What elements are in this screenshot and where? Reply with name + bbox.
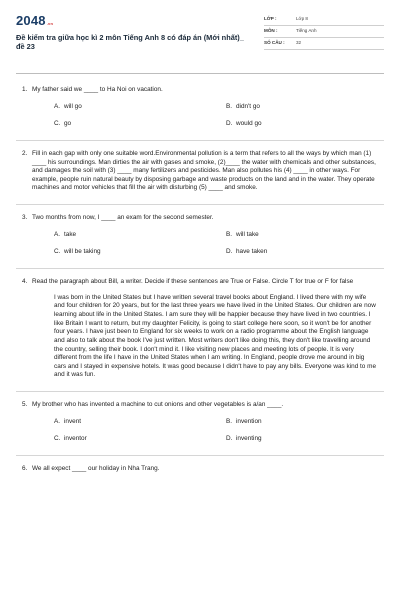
option-a[interactable] [54,418,226,427]
meta-value: Lớp 8 [296,16,308,22]
question-row [16,401,384,410]
header-divider [16,73,384,74]
option-letter: A. [54,102,61,110]
option-letter: C. [54,435,61,443]
option-letter: A. [54,417,61,425]
question-text: Fill in each gap with only one suitable word.Environmental pollution is a term that refers to all the ways by which man (1) ____ his surroundings. Man dirties the air with gases and smoke, (2)____ the water with chemicals and other substances, and damages the soil with (3) ____ many fertilizers and pesticides. Man also pollutes his (4) ____ in other ways. For example, people ruin natural beauty by disposing garbage and waste products on the land and in the water. They operate machines and motor vehicles that fill the air with disturbing (5) ____ and smoke. [32,149,376,192]
option-d[interactable] [226,435,396,444]
option-b[interactable] [226,231,396,240]
option-letter: D. [226,120,233,128]
question-divider [16,391,384,392]
answer-options [54,418,384,444]
option-text: inventing [236,435,262,443]
meta-key: MÔN : [264,28,278,34]
reading-passage: I was born in the United States but I have written several travel books about England. I lived there with my wife and four children for 20 years, but for the last three years we have lived in the United States. Our children are now learning about life in the United States. I am sure they will be happier because they have lived in two countries. I like Britain I want to return, but my daughter Felicity, is going to start college here soon, so it won't be for another four years. I have just been to England for six weeks to work on a radio programme about the English language and also to talk about the book I've just written. Most writers don't like doing this, they don't like travelling around the country, selling their book. I don't mind it. I like visiting new places and meeting lots of people. It is very different from the life I have in the United States when I am writing. In England, people drove me around in big cars and I stayed in expensive hotels. It was good because I didn't have to pay any bills. Everyone was kind to me and it was fun. [54,293,377,379]
option-text: inventor [64,435,87,443]
question-divider [16,204,384,205]
answer-options [54,103,384,129]
option-c[interactable] [54,435,226,444]
option-c[interactable] [54,248,226,257]
meta-row-subject [264,26,384,38]
option-letter: A. [54,230,61,238]
option-text: would go [236,120,262,128]
option-a[interactable] [54,103,226,112]
question-row [16,150,384,193]
option-text: will be taking [64,248,101,256]
question-number: 1. [22,86,28,93]
option-d[interactable] [226,248,396,257]
question-text: Read the paragraph about Bill, a writer. Decide if these sentences are True or False. Circle T for true or F for false [32,278,354,286]
option-letter: B. [226,102,233,110]
logo-main: 2048 [16,13,46,28]
option-letter: B. [226,417,233,425]
option-letter: C. [54,248,61,256]
question-5 [16,401,384,444]
option-text: go [64,120,72,128]
question-text: My father said we ____ to Ha Noi on vacation. [32,86,163,93]
option-text: take [64,230,77,238]
header-left [16,12,246,52]
option-text: will take [236,230,259,238]
question-text: Two months from now, I ____ an exam for the second semester. [32,214,214,222]
question-3 [16,214,384,257]
meta-row-count [264,38,384,50]
question-divider [16,455,384,456]
meta-row-class [264,14,384,26]
option-letter: D. [226,248,233,256]
meta-value: Tiếng Anh [296,28,317,34]
question-text: We all expect ____ our holiday in Nha Trang. [32,465,160,473]
question-divider [16,268,384,269]
option-b[interactable] [226,103,396,112]
question-number: 4. [22,278,28,286]
option-a[interactable] [54,231,226,240]
option-text: invention [236,417,262,425]
question-1 [16,86,384,129]
question-number: 2. [22,149,28,157]
question-number: 3. [22,214,28,222]
question-6 [16,465,384,474]
option-b[interactable] [226,418,396,427]
question-row [16,86,384,95]
logo-suffix: .vn [46,21,54,26]
answer-options [54,231,384,257]
question-2 [16,150,384,193]
option-text: didn't go [236,102,260,110]
option-d[interactable] [226,120,396,129]
document-header [16,12,384,64]
site-logo[interactable] [16,12,246,30]
option-letter: D. [226,435,233,443]
page-title: Đề kiểm tra giữa học kì 2 môn Tiếng Anh 8 có đáp án (Mới nhất)_ đề 23 [16,32,244,52]
option-text: have taken [236,248,268,256]
question-divider [16,140,384,141]
option-letter: B. [226,230,233,238]
option-text: will go [64,102,82,110]
question-number: 6. [22,465,28,473]
meta-key: LỚP : [264,16,277,22]
option-c[interactable] [54,120,226,129]
question-row [16,465,384,474]
question-row [16,214,384,223]
meta-value: 32 [296,40,302,46]
question-4 [16,278,384,380]
question-row [16,278,384,287]
option-text: invent [64,417,82,425]
meta-table [264,14,384,50]
question-number: 5. [22,401,28,409]
question-text: My brother who has invented a machine to cut onions and other vegetables is a/an ____. [32,401,284,409]
option-letter: C. [54,120,61,128]
meta-key: SỐ CÂU : [264,40,285,46]
